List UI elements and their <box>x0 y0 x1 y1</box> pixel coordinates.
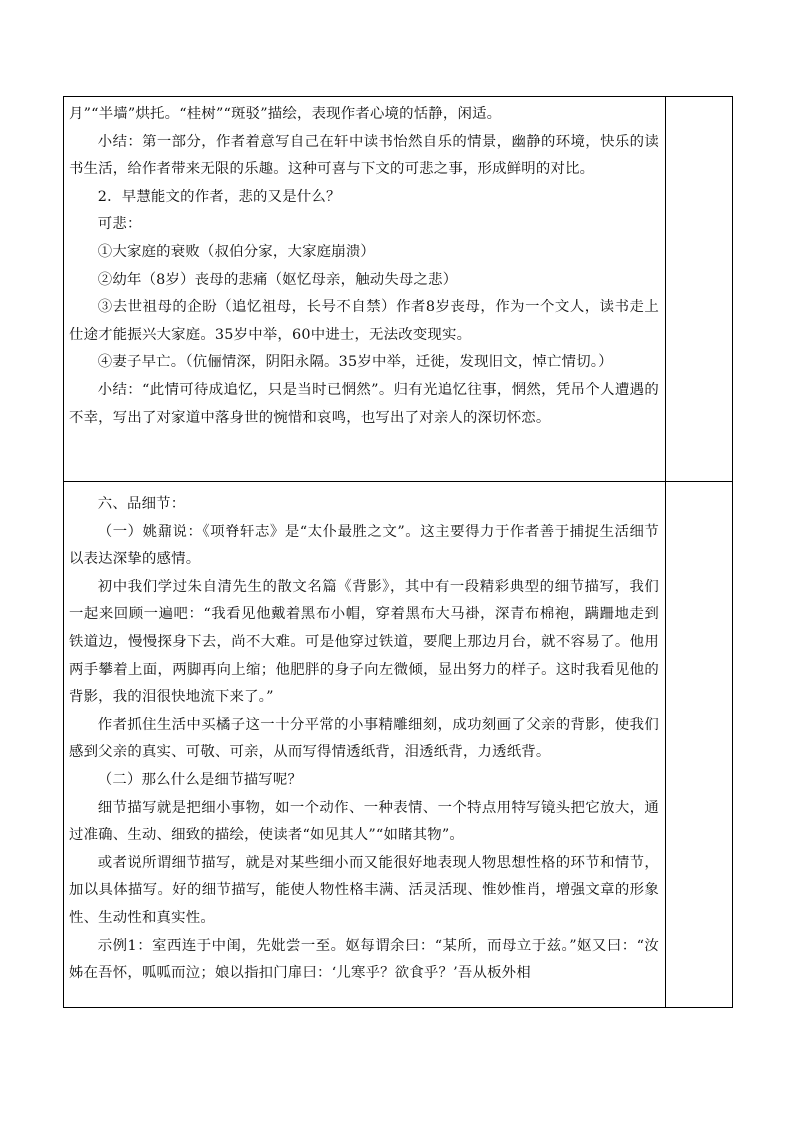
paragraph-oranges: 作者抓住生活中买橘子这一十分平常的小事精雕细刻，成功刻画了父亲的背影，使我们感到父亲的真实、可敬、可亲，从而写得情透纸背，泪透纸背，力透纸背。 <box>69 716 659 761</box>
paragraph-definition-2: 或者说所谓细节描写，就是对某些细小而又能很好地表现人物思想性格的环节和情节，加以具体描写。好的细节描写，能使人物性格丰满、活灵活现、惟妙惟肖，增强文章的形象性、生动性和真实性。 <box>69 854 659 926</box>
table-row <box>64 482 733 1008</box>
paragraph-continuation: 月”“半墙”烘托。“桂树”“斑驳”描绘，表现作者心境的恬静，闲适。 <box>69 106 502 122</box>
paragraph-definition: 细节描写就是把细小事物，如一个动作、一种表情、一个特点用特写镜头把它放大，通过准确、生动、细致的描绘，使读者“如见其人”“如睹其物”。 <box>69 799 659 844</box>
content-cell <box>64 97 666 482</box>
content-cell <box>64 482 666 1008</box>
paragraph-question-detail: （二）那么什么是细节描写呢？ <box>97 771 303 788</box>
table-row <box>64 97 733 482</box>
paragraph-point-4: ④妻子早亡。（伉俪情深，阴阳永隔。35岁中举，迁徙，发现旧文，悼亡情切。） <box>97 354 613 371</box>
lesson-table <box>63 96 733 1008</box>
paragraph-point-1: ①大家庭的衰败（叔伯分家，大家庭崩溃） <box>97 243 376 260</box>
notes-cell <box>666 482 733 1008</box>
paragraph-back-view: 初中我们学过朱自清先生的散文名篇《背影》，其中有一段精彩典型的细节描写，我们一起来回顾一遍吧：“我看见他戴着黑布小帽，穿着黑布大马褂，深青布棉袍，蹒跚地走到铁道边，慢慢探身下去，尚不大难。可是他穿过铁道，要爬上那边月台，就不容易了。他用两手攀着上面，两脚再向上缩；他肥胖的身子向左微倾，显出努力的样子。这时我看见他的背影，我的泪很快地流下来了。” <box>69 578 659 706</box>
paragraph-question-2: 2．早慧能文的作者，悲的又是什么？ <box>97 188 341 205</box>
paragraph-point-3: ③去世祖母的企盼（追忆祖母，长号不自禁）作者8岁丧母，作为一个文人，读书走上仕途才能振兴大家庭。35岁中举，60中进士，无法改变现实。 <box>69 299 659 343</box>
paragraph-point-2: ②幼年（8岁）丧母的悲痛（妪忆母亲，触动失母之悲） <box>97 271 458 288</box>
paragraph-heading-six: 六、品细节： <box>97 496 186 512</box>
paragraph-summary-1: 小结：第一部分，作者着意写自己在轩中读书怡然自乐的情景，幽静的环境，快乐的读书生活，给作者带来无限的乐趣。这种可喜与下文的可悲之事，形成鲜明的对比。 <box>69 133 659 178</box>
section-details <box>64 482 665 988</box>
paragraph-yao-nai: （一）姚鼐说：《项脊轩志》是“太仆最胜之文”。这主要得力于作者善于捕捉生活细节以表达深挚的感情。 <box>69 523 659 568</box>
paragraph-summary-2: 小结：“此情可待成追忆，只是当时已惘然”。归有光追忆往事，惘然，凭吊个人遭遇的不幸，写出了对家道中落身世的惋惜和哀鸣，也写出了对亲人的深切怀恋。 <box>69 381 659 426</box>
section-summary <box>64 97 665 432</box>
notes-cell <box>666 97 733 482</box>
paragraph-example-1: 示例1：室西连于中闺，先妣尝一至。妪每谓余曰：“某所，而母立于兹。”妪又曰：“汝姊在吾怀，呱呱而泣；娘以指扣门扉曰：‘儿寒乎？欲食乎？’吾从板外相 <box>69 937 659 982</box>
paragraph-sad-label: 可悲： <box>97 216 142 233</box>
